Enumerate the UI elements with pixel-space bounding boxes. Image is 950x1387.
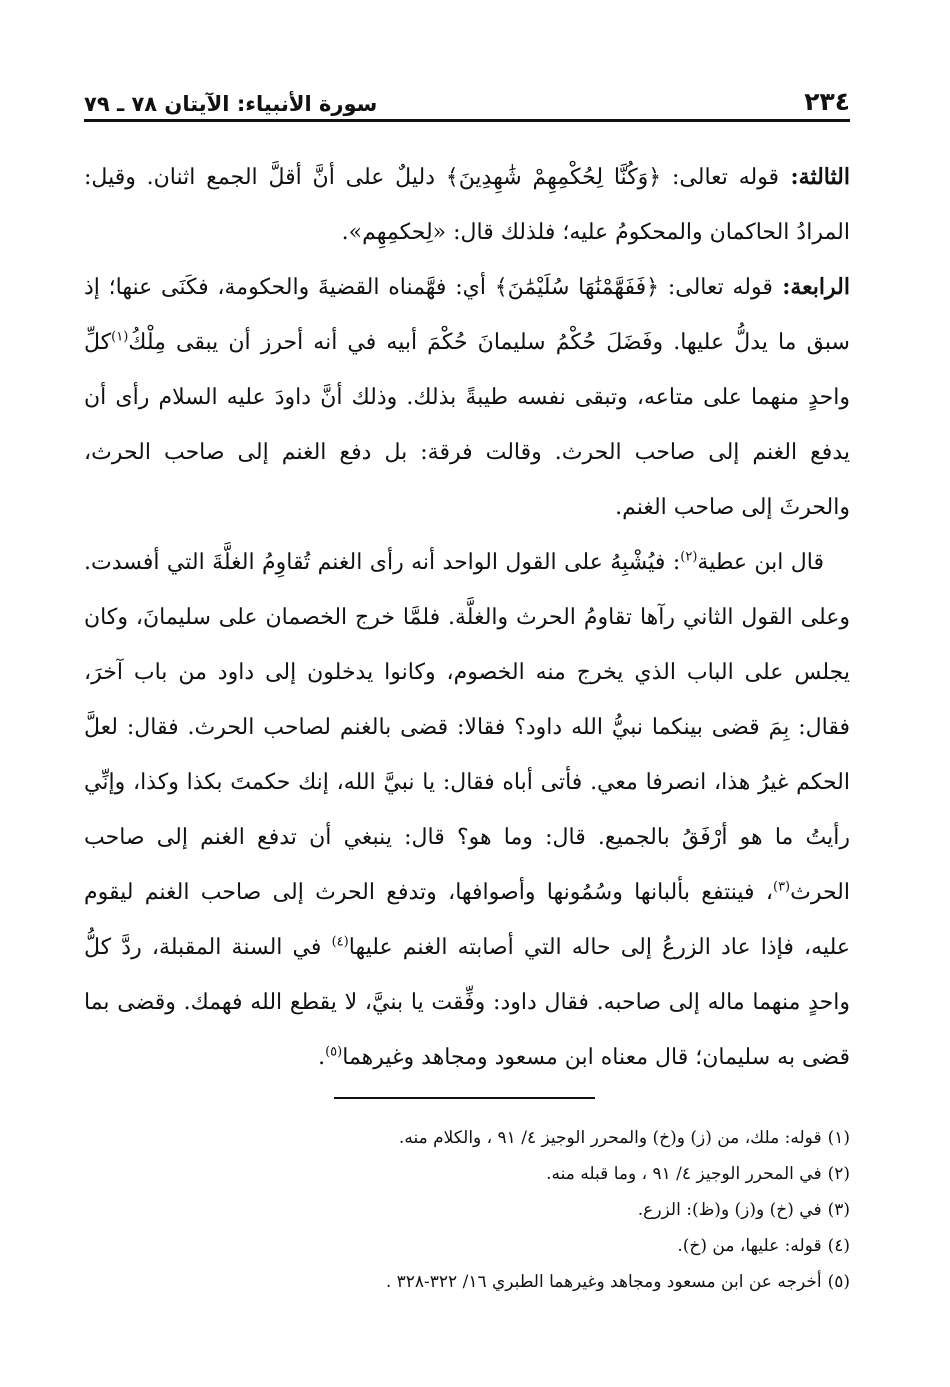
footnote-reference: (١) (111, 329, 129, 345)
footnote-reference: (٤) (331, 934, 349, 950)
quran-quote: ﴿وَكُنَّا لِحُكْمِهِمْ شَٰهِدِينَ﴾ (445, 165, 662, 190)
text-run: قوله تعالى: (661, 165, 780, 190)
footnote-number: (٣) (827, 1200, 850, 1220)
footnote-text: في المحرر الوجيز ٤/ ٩١ ، وما قبله منه. (546, 1164, 822, 1184)
text-run: دليلٌ على أنَّ أقلَّ الجمع اثنان. وقيل: المرادُ الحاكمان والمحكومُ عليه؛ فلذلك قال: «لِحكمِهِم». (84, 165, 850, 245)
main-text (84, 150, 850, 1085)
section-label: الثالثة: (779, 164, 850, 190)
footnote-reference: (٣) (772, 879, 791, 895)
footnote-text: قوله: عليها، من (خ). (677, 1236, 822, 1256)
footnote (84, 1120, 850, 1156)
footnote-text: أخرجه عن ابن مسعود ومجاهد وغيرهما الطبري ١٦/ ٣٢٢-٣٢٨ . (385, 1272, 822, 1292)
text-run: أي: فهَّمناه القضيةَ والحكومة، فكَنَى عنها؛ إذ سبق ما يدلُّ عليها. وفَضَلَ حُكْمُ سليمانَ حُكْمَ أبيه في أنه أحرز أن يبقى مِلْكُ (84, 275, 850, 355)
running-header (84, 78, 850, 116)
section-label: الرابعة: (772, 274, 850, 300)
footnote-text: في (خ) و(ز) و(ظ): الزرع. (637, 1200, 822, 1220)
footnote-number: (٢) (827, 1164, 850, 1184)
footnote (84, 1192, 850, 1228)
footnote-divider (334, 1097, 595, 1099)
quran-quote: ﴿فَفَهَّمْنَٰهَا سُلَيْمَٰنَ﴾ (494, 275, 660, 300)
footnote-text: قوله: ملك، من (ز) و(خ) والمحرر الوجيز ٤/ ٩١ ، والكلام منه. (398, 1128, 822, 1148)
header-divider (84, 119, 850, 122)
footnote (84, 1228, 850, 1264)
footnote (84, 1264, 850, 1300)
text-run: في السنة المقبلة، ردَّ كلُّ واحدٍ منهما ماله إلى صاحبه. فقال داود: وفِّقت يا بنيَّ، لا يقطع الله فهمك. وقضى بما قضى به سليمان؛ قال معناه ابن مسعود ومجاهد وغيرهما (84, 935, 850, 1070)
text-run: : فيُشْبِهُ على القول الواحد أنه رأى الغنم تُقاوِمُ الغلَّةَ التي أفسدت. وعلى القول الثاني رآها تقاومُ الحرث والغلَّة. فلمَّا خرج الخصمان على سليمانَ، وكان يجلس على الباب الذي يخرج منه الخصوم، وكانوا يدخلون إلى داود من باب آخرَ، فقال: بِمَ قضى بينكما نبيُّ الله داود؟ فقالا: قضى بالغنم لصاحب الحرث. فقال: لعلَّ الحكم غيرُ هذا، انصرفا معي. فأتى أباه فقال: يا نبيَّ الله، إنك حكمتَ بكذا وكذا، وإنِّي رأيتُ ما هو أرْفَقُ بالجميع. قال: وما هو؟ قال: ينبغي أن تدفع الغنم إلى صاحب الحرث (84, 550, 850, 905)
page-number: ٢٣٤ (804, 87, 850, 116)
text-run: كلِّ واحدٍ منهما على متاعه، وتبقى نفسه طيبةً بذلك. وذلك أنَّ داودَ عليه السلام رأى أن يدفع الغنم إلى صاحب الحرث. وقالت فرقة: بل دفع الغنم إلى صاحب الحرث، والحرثَ إلى صاحب الغنم. (84, 330, 850, 520)
footnote-number: (٥) (827, 1272, 850, 1292)
footnote-number: (١) (827, 1128, 850, 1148)
footnotes (84, 1120, 850, 1300)
text-run: ، فينتفع بألبانها وسُمُونها وأصوافها، وتدفع الحرث إلى صاحب الغنم ليقوم عليه، فإذا عاد الزرعُ إلى حاله التي أصابته الغنم عليها (84, 880, 851, 960)
text-run: قال ابن عطية (697, 550, 825, 575)
footnote-reference: (٢) (680, 549, 698, 565)
footnote (84, 1156, 850, 1192)
paragraph (84, 150, 850, 260)
footnote-reference: (٥) (325, 1044, 343, 1060)
footnote-number: (٤) (827, 1236, 850, 1256)
text-run: قوله تعالى: (659, 275, 773, 300)
text-run: . (318, 1045, 326, 1070)
paragraph (84, 535, 850, 1085)
paragraph (84, 260, 850, 535)
running-title: سورة الأنبياء: الآيتان ٧٨ ـ ٧٩ (84, 92, 378, 116)
